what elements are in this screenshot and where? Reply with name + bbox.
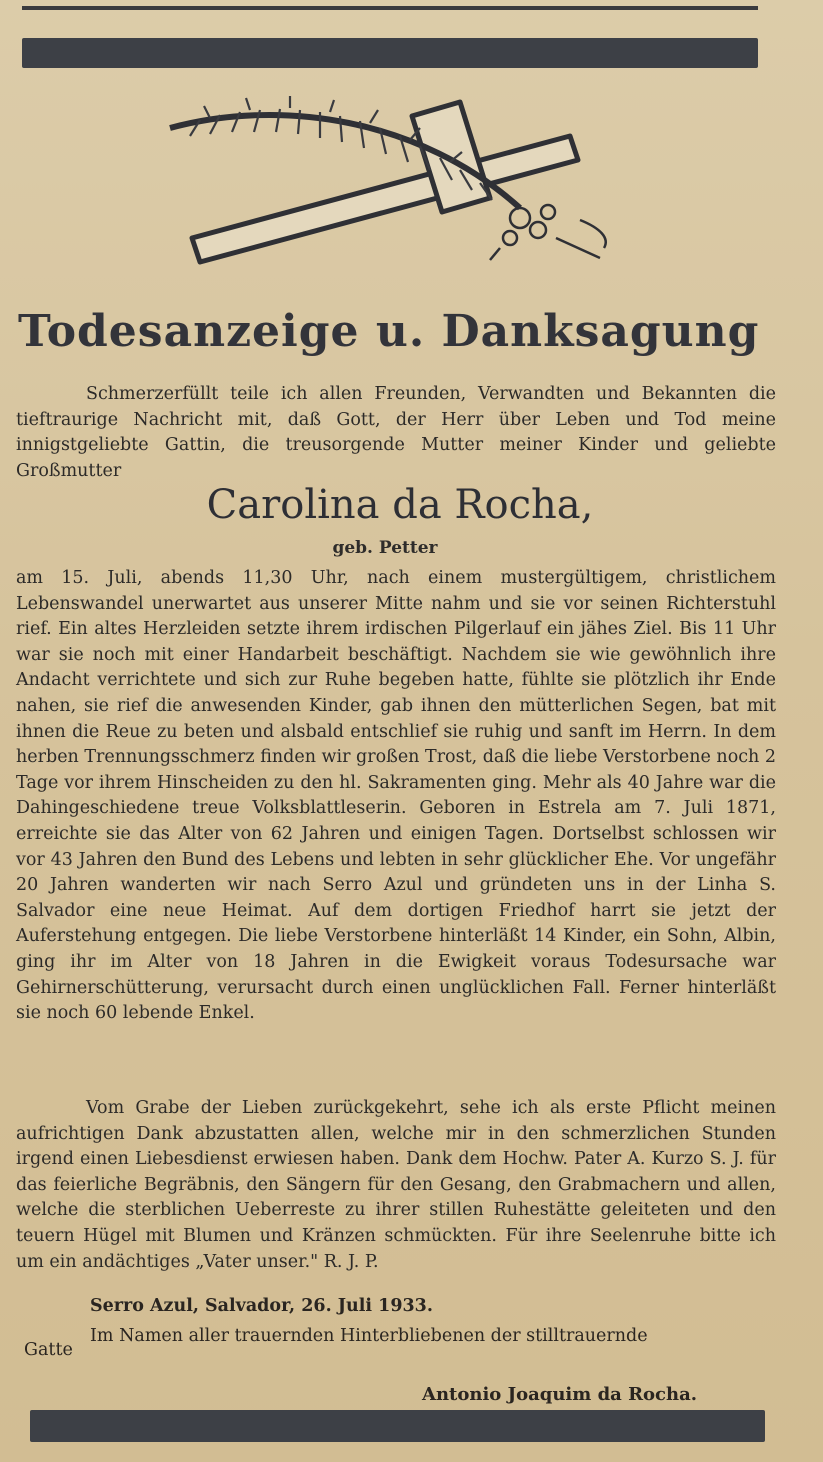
intro-paragraph: Schmerzerfüllt teile ich allen Freunden, Verwandten und Bekannten die tieftraurige Nachricht mit, daß Gott, der Herr über Leben und Tod meine innigstgeliebte Gattin, die treusorgende Mutter meiner Kinder und geliebte Großmutter	[16, 384, 776, 481]
body-paragraph: am 15. Juli, abends 11,30 Uhr, nach einem mustergültigem, christlichem Lebenswandel unerwartet aus unserer Mitte nahm und sie vor seinen Richterstuhl rief. Ein altes Herzleiden setzte ihrem irdischen Pilgerlauf ein jähes Ziel. Bis 11 Uhr war sie noch mit einer Handarbeit beschäftigt. Nachdem sie wie gewöhnlich ihre Andacht verrichtete und sich zur Ruhe begeben hatte, fühlte sie plötzlich ihr Ende nahen, sie rief die anwesenden Kinder, gab ihnen den mütterlichen Segen, bat mit ihnen die Reue zu beten und alsbald entschlief sie ruhig und sanft im Herrn. In dem herben Trennungsschmerz finden wir großen Trost, daß die liebe Verstorbene noch 2 Tage vor ihrem Hinscheiden zu den hl. Sakramenten ging. Mehr als 40 Jahre war die Dahingeschiedene treue Volksblattleserin. Geboren in Estrela am 7. Juli 1871, erreichte sie das Alter von 62 Jahren und einigen Tagen. Dortselbst schlossen wir vor 43 Jahren den Bund des Lebens und lebten in sehr glücklicher Ehe. Vor ungefähr 20 Jahren wanderten wir nach Serro Azul und gründeten uns in der Linha S. Salvador eine neue Heimat. Auf dem dortigen Friedhof harrt sie jetzt der Auferstehung entgegen. Die liebe Verstorbene hinterläßt 14 Kinder, ein Sohn, Albin, ging ihr im Alter von 18 Jahren in die Ewigkeit voraus Todesursache war Gehirnerschütterung, verursacht durch einen unglücklichen Fall. Ferner hinterläßt sie noch 60 lebende Enkel.	[16, 568, 777, 1024]
top-rule	[22, 6, 758, 10]
maiden-name: geb. Petter	[332, 538, 438, 558]
bottom-border-bar	[30, 1410, 765, 1442]
cross-and-palm-icon	[160, 88, 630, 278]
notice-title: Todesanzeige u. Danksagung	[18, 306, 760, 357]
top-border-bar	[22, 38, 758, 68]
on-behalf-line: Im Namen aller trauernden Hinterbliebenen der stilltrauernde	[90, 1326, 648, 1346]
signature: Antonio Joaquim da Rocha.	[422, 1384, 698, 1405]
deceased-name: Carolina da Rocha,	[206, 482, 594, 528]
place-date: Serro Azul, Salvador, 26. Juli 1933.	[90, 1296, 433, 1316]
thanks-paragraph: Vom Grabe der Lieben zurückgekehrt, sehe ich als erste Pflicht meinen aufrichtigen Dank abzustatten allen, welche mir in den schmerzlichen Stunden irgend einen Liebesdienst erwiesen haben. Dank dem Hochw. Pater A. Kurzo S. J. für das feierliche Begräbnis, den Sängern für den Gesang, den Grabmachern und allen, welche die sterblichen Ueberreste zu ihrer stillen Ruhestätte geleiteten und den teuern Hügel mit Blumen und Kränzen schmückten. Für ihre Seelenruhe bitte ich um ein andächtiges „Vater unser." R. J. P.	[16, 1098, 776, 1272]
gatte-label: Gatte	[24, 1340, 73, 1360]
